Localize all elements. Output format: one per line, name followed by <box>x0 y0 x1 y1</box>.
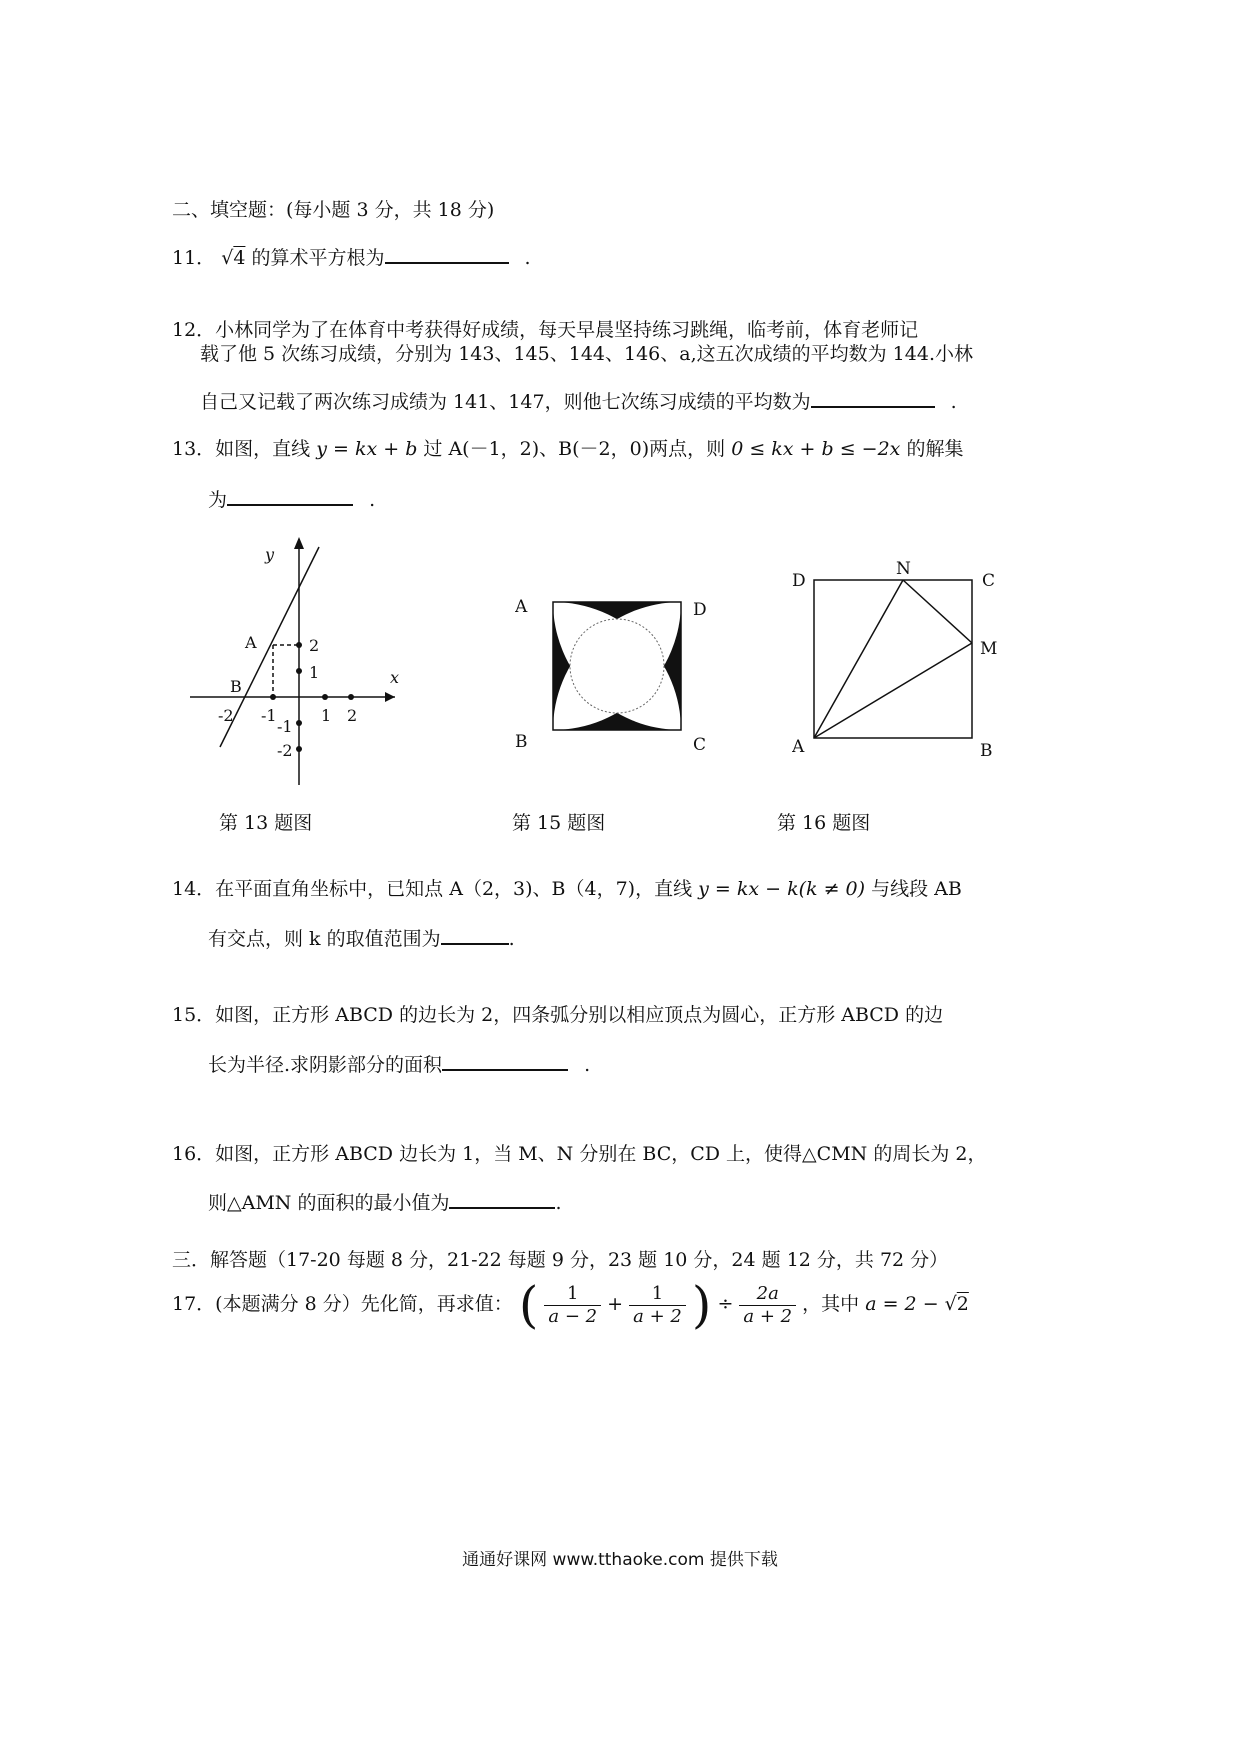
point-a-label: A <box>245 633 257 652</box>
question-text: 的解集 <box>906 438 964 460</box>
question-13-line-1 <box>172 437 963 461</box>
tick-ym1: -1 <box>277 717 293 736</box>
section-2-header: 二、填空题：(每小题 3 分，共 18 分) <box>172 199 495 221</box>
sqrt-symbol: √4 <box>221 247 246 269</box>
figure-16-caption: 第 16 题图 <box>777 812 871 834</box>
question-text: 17．(本题满分 8 分）先化简，再求值： <box>172 1293 513 1315</box>
tick-x1: 1 <box>321 706 332 725</box>
vertex-c-label: C <box>982 571 996 591</box>
dot-xm1 <box>270 694 276 700</box>
answer-blank[interactable] <box>449 1189 555 1209</box>
question-text: 13．如图，直线 <box>172 438 311 460</box>
question-16-line-1: 16．如图，正方形 ABCD 边长为 1，当 M、N 分别在 BC，CD 上，使得△CMN 的周长为 2， <box>172 1143 987 1165</box>
radicand: 2 <box>956 1293 969 1315</box>
figure-13-graph <box>185 535 415 795</box>
point-b-label: B <box>230 677 242 696</box>
period: . <box>555 1192 562 1214</box>
y-axis-label: y <box>265 545 275 564</box>
fraction-2: $\frac{1}{a + 2}$ <box>629 1283 686 1328</box>
tick-x2: 2 <box>347 706 358 725</box>
tick-ym2: -2 <box>277 741 293 760</box>
question-text: 的算术平方根为 <box>251 247 385 269</box>
answer-blank[interactable] <box>385 244 509 264</box>
segment-an <box>814 580 903 738</box>
question-16-line-2 <box>208 1189 562 1215</box>
plus-sign: + <box>607 1293 624 1315</box>
question-12-line-2: 载了他 5 次练习成绩，分别为 143、145、144、146、a,这五次成绩的平均数为 144.小林 <box>200 343 973 365</box>
condition: a = 2 − <box>865 1293 939 1315</box>
section-3-header: 三．解答题（17-20 每题 8 分，21-22 每题 9 分，23 题 10 分，24 题 12 分，共 72 分） <box>172 1249 949 1271</box>
period: . <box>524 247 531 269</box>
point-n-label: N <box>896 559 911 579</box>
dot-ym1 <box>296 720 302 726</box>
dot-x1 <box>322 694 328 700</box>
x-axis-arrow <box>385 692 395 702</box>
question-number: 11． <box>172 247 216 269</box>
vertex-a-label: A <box>792 737 805 757</box>
square-abcd <box>814 580 972 738</box>
left-paren: ( <box>518 1276 539 1334</box>
answer-blank[interactable] <box>441 925 509 945</box>
figure-15-caption: 第 15 题图 <box>512 812 606 834</box>
question-17 <box>172 1276 969 1332</box>
line-equation: y = kx + b <box>316 438 418 460</box>
y-axis-arrow <box>294 537 304 549</box>
question-text: 过 A(－1，2)、B(－2，0)两点，则 <box>423 438 726 460</box>
question-15-line-1: 15．如图，正方形 ABCD 的边长为 2，四条弧分别以相应顶点为圆心，正方形 ABCD 的边 <box>172 1004 944 1026</box>
vertex-d-label: D <box>693 600 707 620</box>
sqrt-symbol: √2 <box>944 1293 969 1315</box>
divide-sign: ÷ <box>717 1293 734 1315</box>
fraction-3: $\frac{2a}{a + 2}$ <box>739 1283 796 1328</box>
vertex-d-label: D <box>792 571 806 591</box>
vertex-c-label: C <box>693 735 707 755</box>
question-text: 与线段 AB <box>871 878 962 900</box>
inequality: 0 ≤ kx + b ≤ −2x <box>731 438 901 460</box>
point-m-label: M <box>980 639 998 659</box>
fraction-1: $\frac{1}{a - 2}$ <box>544 1283 601 1328</box>
page-footer: 通通好课网 www.tthaoke.com 提供下载 <box>462 1550 778 1570</box>
radicand: 4 <box>233 247 246 269</box>
question-text: 长为半径.求阴影部分的面积 <box>208 1054 443 1076</box>
tick-y1: 1 <box>309 663 320 682</box>
vertex-a-label: A <box>515 597 528 617</box>
question-text: 为 <box>208 489 228 511</box>
answer-blank[interactable] <box>811 388 935 408</box>
question-12-line-3 <box>200 388 957 414</box>
figure-13-caption: 第 13 题图 <box>219 812 313 834</box>
tick-y2: 2 <box>309 636 320 655</box>
tick-xm1: -1 <box>261 706 277 725</box>
line-equation: y = kx − k(k ≠ 0) <box>698 878 866 900</box>
period: . <box>950 391 957 413</box>
question-13-line-2 <box>208 486 375 512</box>
question-14-line-1 <box>172 877 962 901</box>
segment-am <box>814 643 972 738</box>
question-text: 14．在平面直角坐标中，已知点 A（2，3)、B（4，7)，直线 <box>172 878 693 900</box>
vertex-b-label: B <box>515 732 528 752</box>
question-14-line-2 <box>208 925 515 951</box>
figure-15-square <box>515 590 735 765</box>
vertex-b-label: B <box>980 741 993 761</box>
dot-y1 <box>296 668 302 674</box>
dot-y2 <box>296 642 302 648</box>
question-text: 自己又记载了两次练习成绩为 141、147，则他七次练习成绩的平均数为 <box>200 391 811 413</box>
answer-blank[interactable] <box>227 486 353 506</box>
tick-xm2: -2 <box>218 706 234 725</box>
right-paren: ) <box>691 1276 712 1334</box>
question-text: 有交点，则 k 的取值范围为 <box>208 928 441 950</box>
dot-ym2 <box>296 746 302 752</box>
segment-nm <box>903 580 972 643</box>
period: . <box>508 928 515 950</box>
question-text: 则△AMN 的面积的最小值为 <box>208 1192 450 1214</box>
dot-x2 <box>348 694 354 700</box>
answer-blank[interactable] <box>442 1051 568 1071</box>
figure-16-square <box>792 555 1037 765</box>
question-text: ，其中 <box>802 1293 860 1315</box>
question-11 <box>172 244 531 270</box>
question-12-line-1: 12．小林同学为了在体育中考获得好成绩，每天早晨坚持练习跳绳，临考前，体育老师记 <box>172 319 919 341</box>
x-axis-label: x <box>390 668 400 687</box>
period: . <box>584 1054 591 1076</box>
period: . <box>369 489 376 511</box>
question-15-line-2 <box>208 1051 590 1077</box>
